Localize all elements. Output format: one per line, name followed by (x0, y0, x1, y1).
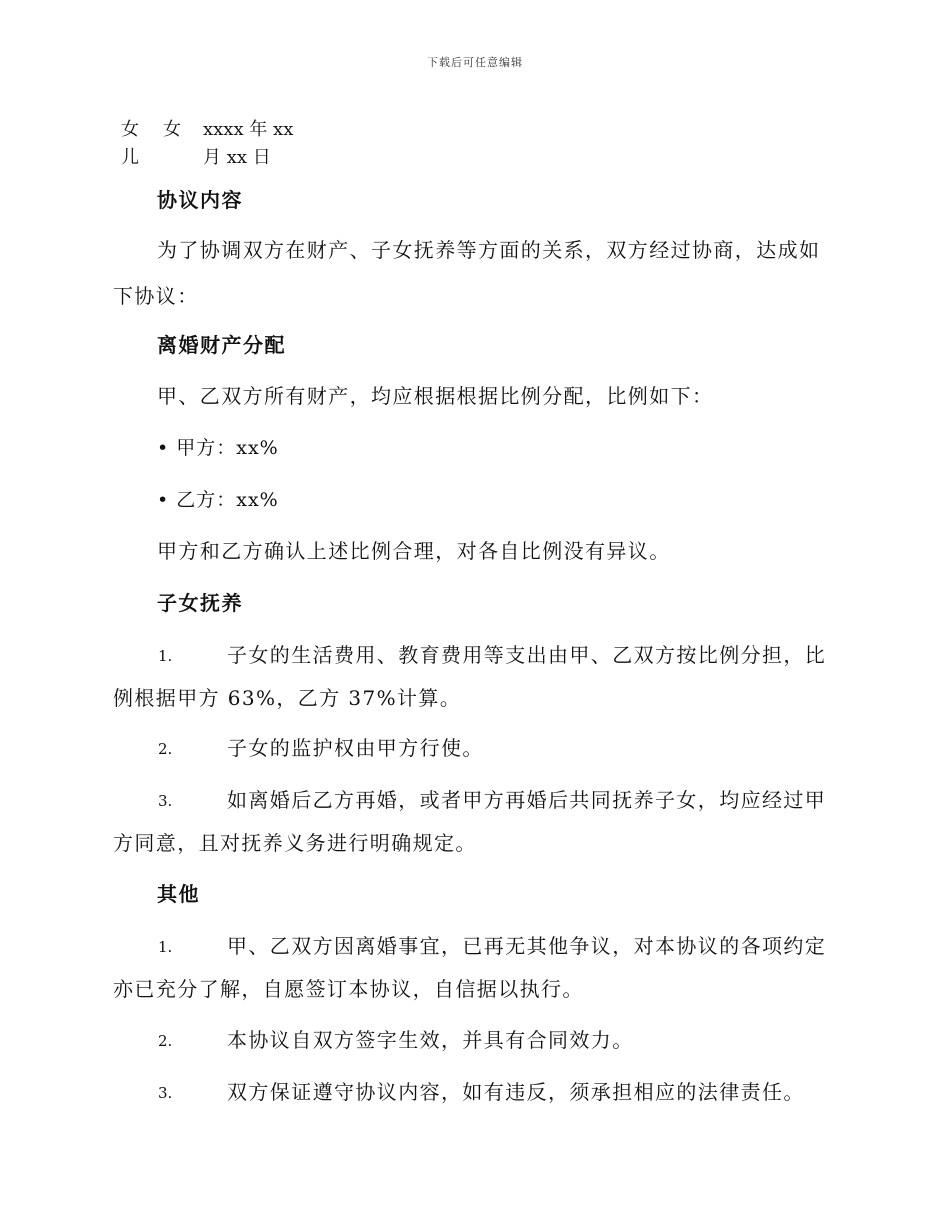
section-title-custody: 子女抚养 (157, 591, 243, 615)
paragraph-line: 为了协调双方在财产、子女抚养等方面的关系，双方经过协商，达成如 (157, 238, 821, 262)
list-number: 3. (158, 792, 173, 810)
list-item-text: 例根据甲方 63%，乙方 37%计算。 (113, 686, 462, 710)
list-item: • 甲方：xx% (157, 437, 279, 459)
list-item-text: 子女的生活费用、教育费用等支出由甲、乙双方按比例分担，比 (227, 643, 827, 667)
paragraph-line: 甲方和乙方确认上述比例合理，对各自比例没有异议。 (157, 539, 671, 563)
list-number: 3. (158, 1084, 173, 1102)
section-title-other: 其他 (157, 882, 200, 906)
list-number: 1. (158, 938, 173, 956)
list-number: 2. (158, 1032, 173, 1050)
table-cell: 女 (163, 119, 181, 140)
table-cell: 月 xx 日 (203, 147, 271, 168)
list-item-text: 双方保证遵守协议内容，如有违反，须承担相应的法律责任。 (227, 1080, 805, 1104)
list-item-text: 本协议自双方签字生效，并具有合同效力。 (227, 1028, 634, 1052)
paragraph-line: 下协议： (113, 284, 199, 308)
list-number: 2. (158, 740, 173, 758)
list-item: • 乙方：xx% (157, 489, 279, 511)
list-item-text: 亦已充分了解，自愿签订本协议，自信据以执行。 (113, 977, 584, 1001)
table-cell: 儿 (121, 147, 139, 168)
list-item-text: 甲、乙双方因离婚事宜，已再无其他争议，对本协议的各项约定 (227, 934, 827, 958)
section-title-agreement: 协议内容 (157, 188, 243, 212)
table-cell: 女 (121, 119, 139, 140)
list-item-text: 如离婚后乙方再婚，或者甲方再婚后共同抚养子女，均应经过甲 (227, 788, 827, 812)
list-item-text: 方同意，且对抚养义务进行明确规定。 (113, 831, 477, 855)
page-header: 下载后可任意编辑 (427, 56, 523, 69)
paragraph-line: 甲、乙双方所有财产，均应根据根据比例分配，比例如下： (157, 384, 714, 408)
table-cell: xxxx 年 xx (203, 119, 294, 140)
section-title-property: 离婚财产分配 (157, 333, 286, 357)
list-item-text: 子女的监护权由甲方行使。 (227, 736, 484, 760)
list-number: 1. (158, 647, 173, 665)
